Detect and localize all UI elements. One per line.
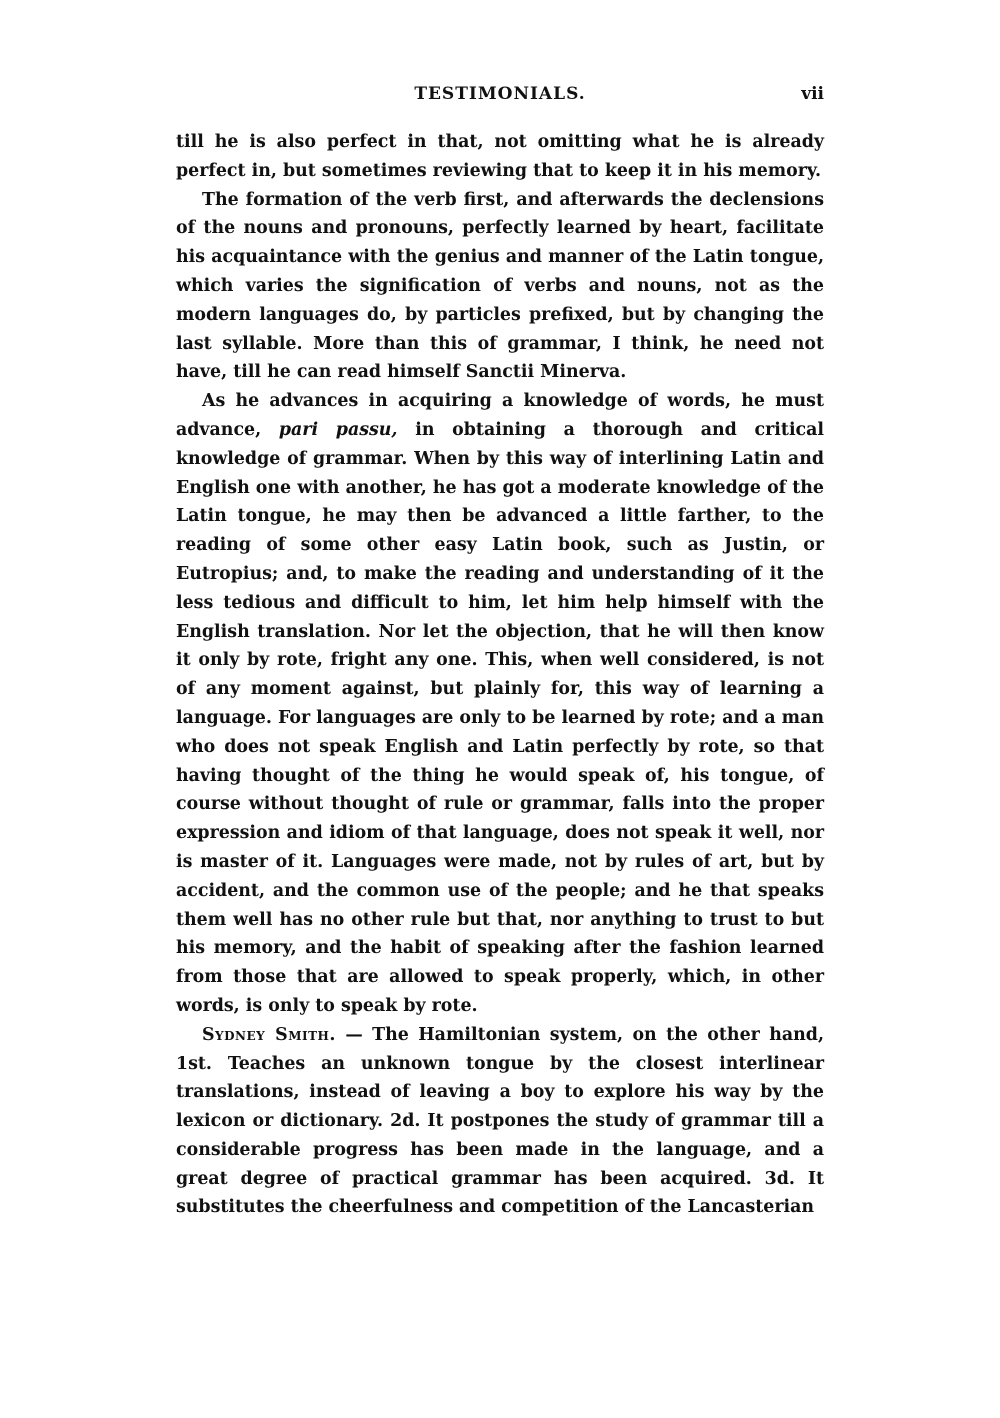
paragraph-advances-start: As he advances in acquiring a knowledge of words, he must advance, [176,391,824,440]
paragraph-sydney-smith [176,1021,824,1223]
page-number: vii [801,84,824,104]
testimonial-author: Sydney Smith. [202,1024,336,1045]
running-head: TESTIMONIALS. [414,84,586,104]
body-text [176,128,824,1222]
page-header [176,84,824,114]
latin-phrase: pari passu, [278,419,398,440]
paragraph-advances-rest: in obtaining a thorough and critical knowledge of grammar. When by this way of interlining Latin and English one with another, he has got a moderate knowledge of the Latin tongue, he may then be advanced a little farther, to the reading of some other easy Latin book, such as Justin, or Eutropius; and, to make the reading and understanding of it the less tedious and difficult to him, let him help himself with the English translation. Nor let the objection, that he will then know it only by rote, fright any one. This, when well considered, is not of any moment against, but plainly for, this way of learning a language. For languages are only to be learned by rote; and a man who does not speak English and Latin perfectly by rote, so that having thought of the thing he would speak of, his tongue, of course without thought of rule or grammar, falls into the proper expression and idiom of that language, does not speak it well, nor is master of it. Languages were made, not by rules of art, but by accident, and the common use of the people; and he that speaks them well has no other rule but that, nor anything to trust to but his memory, and the habit of speaking after the fashion learned from those that are allowed to speak properly, which, in other words, is only to speak by rote. [176,419,825,1016]
paragraph-advances [176,387,824,1021]
paragraph-grammar: The formation of the verb first, and afterwards the declensions of the nouns and pronouns, perfectly learned by heart, facilitate his acquaintance with the genius and manner of the Latin tongue, which varies the signification of verbs and nouns, not as the modern languages do, by particles prefixed, but by changing the last syllable. More than this of grammar, I think, he need not have, till he can read himself Sanctii Minerva. [176,189,824,383]
testimonial-text: — The Hamiltonian system, on the other hand, 1st. Teaches an unknown tongue by the closest interlinear translations, instead of leaving a boy to explore his way by the lexicon or dictionary. 2d. It postpones the study of grammar till a considerable progress has been made in the language, and a great degree of practical grammar has been acquired. 3d. It substitutes the cheerfulness and competition of the Lancasterian [176,1024,824,1218]
paragraph-continuation: till he is also perfect in that, not omitting what he is already perfect in, but sometimes reviewing that to keep it in his memory. [176,132,824,181]
